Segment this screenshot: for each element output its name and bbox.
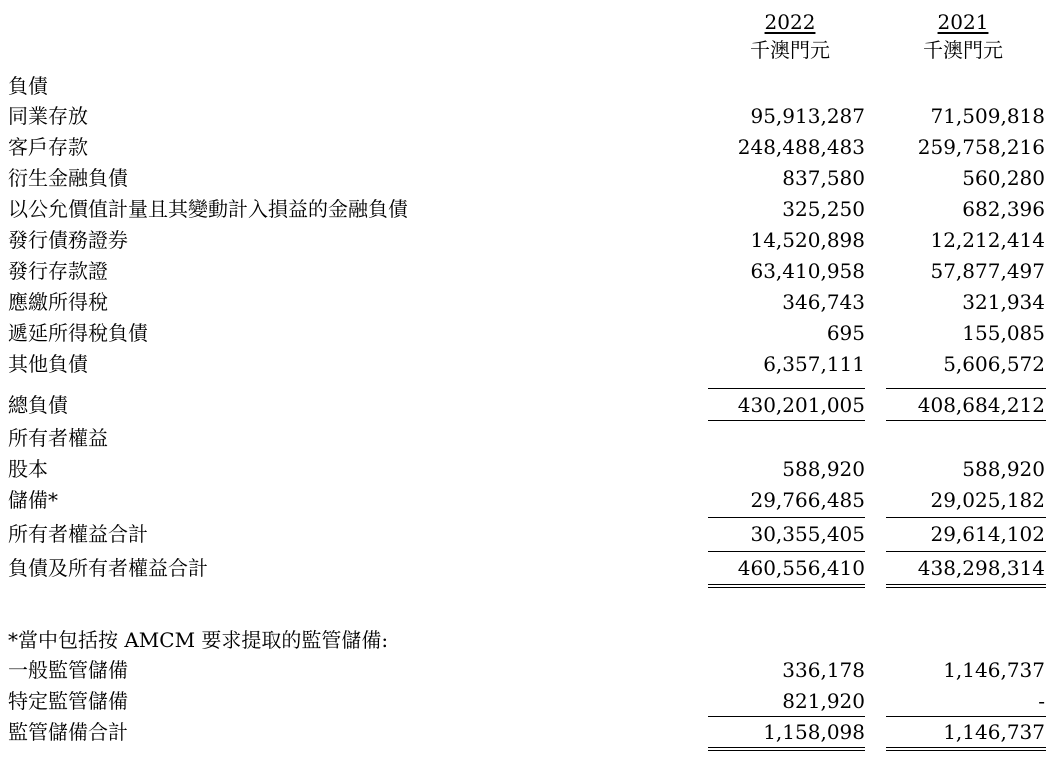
total-equity-row <box>8 520 1048 549</box>
total-rule <box>886 420 1046 421</box>
value-2022: 6,357,111 <box>763 352 865 376</box>
row-label: 客戶存款 <box>8 135 88 159</box>
row-label: 發行存款證 <box>8 259 108 283</box>
double-rule-bottom <box>886 750 1046 751</box>
section-heading-equity <box>8 424 1048 453</box>
table-row <box>8 350 1048 379</box>
value-2021: 1,146,737 <box>943 720 1045 744</box>
value-2022: 430,201,005 <box>737 393 865 417</box>
subtotal-rule <box>708 551 865 552</box>
row-label: 特定監管儲備 <box>8 689 128 713</box>
row-label: 同業存放 <box>8 104 88 128</box>
row-label: 發行債務證券 <box>8 228 128 252</box>
value-2021: 155,085 <box>962 321 1045 345</box>
double-rule-bottom <box>708 587 865 588</box>
row-label: 監管儲備合計 <box>8 720 128 744</box>
value-2022: 460,556,410 <box>737 556 865 580</box>
table-row <box>8 288 1048 317</box>
value-2021: 29,025,182 <box>930 488 1045 512</box>
unit-2021: 千澳門元 <box>923 38 1003 62</box>
subtotal-rule <box>886 716 1046 717</box>
table-row <box>8 687 1048 716</box>
row-label: 以公允價值計量且其變動計入損益的金融負債 <box>8 197 408 221</box>
value-2022: 821,920 <box>782 689 865 713</box>
subtotal-rule <box>886 517 1046 518</box>
value-2022: 29,766,485 <box>750 488 865 512</box>
table-row <box>8 226 1048 255</box>
value-2022: 588,920 <box>782 457 865 481</box>
value-2021: 29,614,102 <box>930 522 1045 546</box>
row-label: 其他負債 <box>8 352 88 376</box>
table-row <box>8 319 1048 348</box>
subtotal-rule <box>708 517 865 518</box>
year-2021: 2021 <box>937 10 989 34</box>
value-2021: 259,758,216 <box>917 135 1045 159</box>
value-2021: 560,280 <box>962 166 1045 190</box>
row-label: 一般監管儲備 <box>8 658 128 682</box>
value-2022: 1,158,098 <box>763 720 865 744</box>
value-2022: 695 <box>826 321 865 345</box>
value-2021: 408,684,212 <box>917 393 1045 417</box>
column-header-2022 <box>730 8 850 64</box>
value-2021: 71,509,818 <box>930 104 1045 128</box>
value-2022: 837,580 <box>782 166 865 190</box>
footnote-heading <box>8 626 1048 655</box>
subtotal-rule <box>708 716 865 717</box>
subtotal-rule <box>886 388 1046 389</box>
value-2022: 95,913,287 <box>750 104 865 128</box>
value-2021: 12,212,414 <box>930 228 1045 252</box>
table-row <box>8 455 1048 484</box>
heading-label: 所有者權益 <box>8 426 108 450</box>
total-liabilities-equity-row <box>8 554 1048 583</box>
value-2021: 57,877,497 <box>930 259 1045 283</box>
row-label: 負債及所有者權益合計 <box>8 556 208 580</box>
heading-label: 負債 <box>8 74 48 98</box>
double-rule-top <box>708 584 865 585</box>
row-label: 遞延所得稅負債 <box>8 321 148 345</box>
table-row <box>8 164 1048 193</box>
value-2022: 248,488,483 <box>737 135 865 159</box>
double-rule-top <box>886 747 1046 748</box>
row-label: 應繳所得稅 <box>8 290 108 314</box>
regulatory-reserve-total-row <box>8 718 1048 747</box>
year-2022: 2022 <box>764 10 816 34</box>
row-label: 所有者權益合計 <box>8 522 148 546</box>
value-2022: 336,178 <box>782 658 865 682</box>
value-2021: 588,920 <box>962 457 1045 481</box>
value-2022: 14,520,898 <box>750 228 865 252</box>
table-row <box>8 656 1048 685</box>
row-label: 總負債 <box>8 393 68 417</box>
value-2021: 321,934 <box>962 290 1045 314</box>
value-2021: 438,298,314 <box>917 556 1045 580</box>
value-2022: 30,355,405 <box>750 522 865 546</box>
row-label: 儲備* <box>8 488 58 512</box>
total-liabilities-row <box>8 391 1048 420</box>
table-row <box>8 195 1048 224</box>
row-label: 股本 <box>8 457 48 481</box>
table-row <box>8 102 1048 131</box>
subtotal-rule <box>886 551 1046 552</box>
total-rule <box>708 420 865 421</box>
column-header-2021 <box>903 8 1023 64</box>
double-rule-top <box>708 747 865 748</box>
value-2022: 325,250 <box>782 197 865 221</box>
value-2021: - <box>1038 689 1045 713</box>
subtotal-rule <box>708 388 865 389</box>
table-row <box>8 486 1048 515</box>
table-row <box>8 257 1048 286</box>
double-rule-bottom <box>886 587 1046 588</box>
double-rule-bottom <box>708 750 865 751</box>
value-2021: 682,396 <box>962 197 1045 221</box>
value-2021: 1,146,737 <box>943 658 1045 682</box>
row-label: 衍生金融負債 <box>8 166 128 190</box>
footnote-text: *當中包括按 AMCM 要求提取的監管儲備: <box>8 628 389 652</box>
unit-2022: 千澳門元 <box>750 38 830 62</box>
value-2022: 346,743 <box>782 290 865 314</box>
section-heading-liabilities <box>8 72 1048 101</box>
double-rule-top <box>886 584 1046 585</box>
table-row <box>8 133 1048 162</box>
value-2021: 5,606,572 <box>943 352 1045 376</box>
value-2022: 63,410,958 <box>750 259 865 283</box>
